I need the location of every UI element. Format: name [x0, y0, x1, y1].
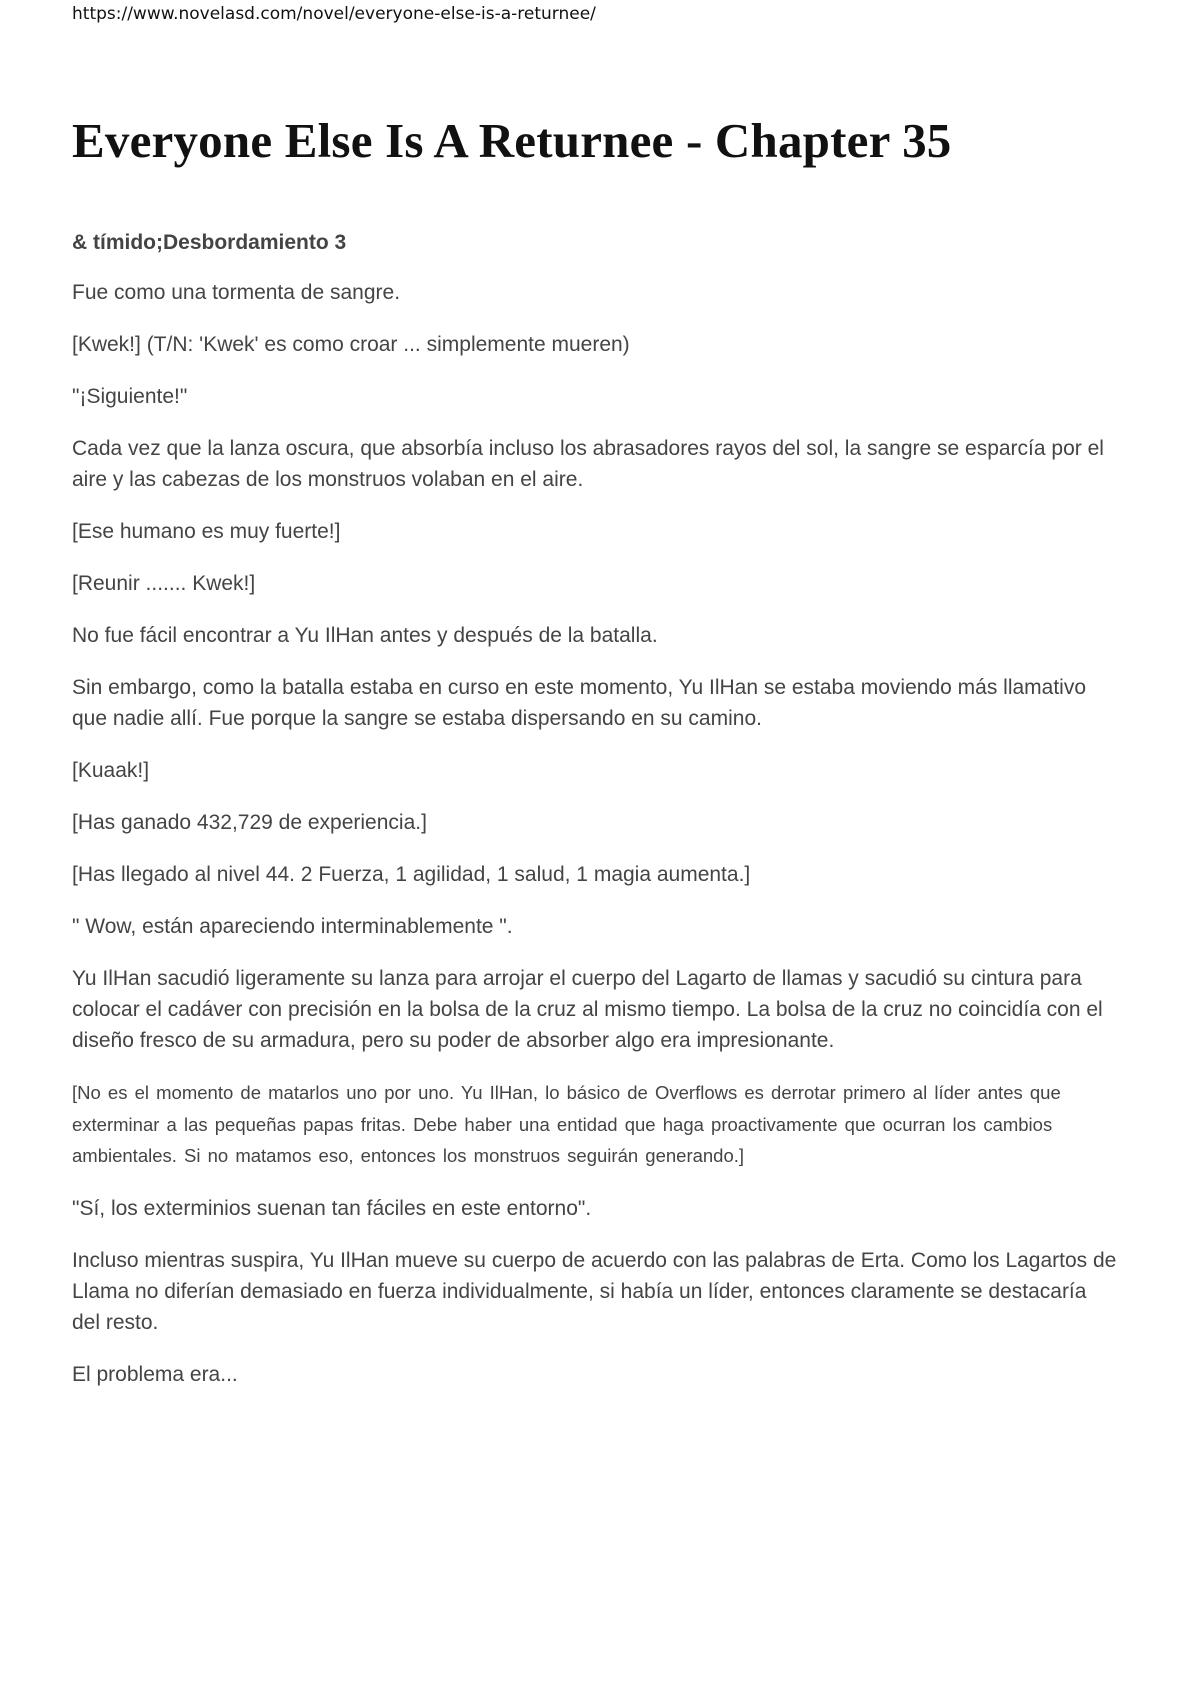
paragraph: No fue fácil encontrar a Yu IlHan antes y después de la batalla.: [72, 624, 658, 648]
paragraph: " Wow, están apareciendo interminablemente ".: [72, 915, 513, 939]
paragraph: Yu IlHan sacudió ligeramente su lanza para arrojar el cuerpo del Lagarto de llamas y sacudió su cintura para colocar el cadáver con precisión en la bolsa de la cruz al mismo tiempo. La bolsa de la cruz no coincidía con el diseño fresco de su armadura, pero su poder de absorber algo era impresionante.: [72, 967, 1103, 1053]
paragraph: El problema era...: [72, 1362, 238, 1386]
paragraph: [Ese humano es muy fuerte!]: [72, 520, 341, 544]
paragraph: Sin embargo, como la batalla estaba en curso en este momento, Yu IlHan se estaba moviendo más llamativo que nadie allí. Fue porque la sangre se estaba dispersando en su camino.: [72, 676, 1087, 731]
paragraph: [Reunir ....... Kwek!]: [72, 572, 256, 596]
paragraph-list: [72, 277, 1118, 1390]
paragraph: Incluso mientras suspira, Yu IlHan mueve su cuerpo de acuerdo con las palabras de Erta. Como los Lagartos de Llama no diferían demasiado en fuerza individualmente, si había un líder, entonces claramente se destacaría del resto.: [72, 1248, 1117, 1334]
paragraph: [Has ganado 432,729 de experiencia.]: [72, 811, 427, 835]
paragraph: Fue como una tormenta de sangre.: [72, 281, 401, 305]
paragraph: [Has llegado al nivel 44. 2 Fuerza, 1 agilidad, 1 salud, 1 magia aumenta.]: [72, 863, 751, 887]
paragraph: Cada vez que la lanza oscura, que absorbía incluso los abrasadores rayos del sol, la sangre se esparcía por el aire y las cabezas de los monstruos volaban en el aire.: [72, 437, 1104, 492]
paragraph: "¡Siguiente!": [72, 385, 188, 409]
paragraph: [Kuaak!]: [72, 759, 150, 783]
chapter-subtitle: & tímido;Desbordamiento 3: [72, 230, 347, 254]
chapter-content: [72, 112, 1118, 1390]
page-title: Everyone Else Is A Returnee - Chapter 35: [72, 113, 952, 168]
paragraph: "Sí, los exterminios suenan tan fáciles en este entorno".: [72, 1196, 592, 1220]
source-url: https://www.novelasd.com/novel/everyone-else-is-a-returnee/: [72, 4, 596, 24]
paragraph: [No es el momento de matarlos uno por uno. Yu IlHan, lo básico de Overflows es derrotar primero al líder antes que exterminar a las pequeñas papas fritas. Debe haber una entidad que haga proactivamente que ocurran los cambios ambientales. Si no matamos eso, entonces los monstruos seguirán generando.]: [72, 1082, 1061, 1167]
paragraph: [Kwek!] (T/N: 'Kwek' es como croar ... simplemente mueren): [72, 333, 630, 357]
